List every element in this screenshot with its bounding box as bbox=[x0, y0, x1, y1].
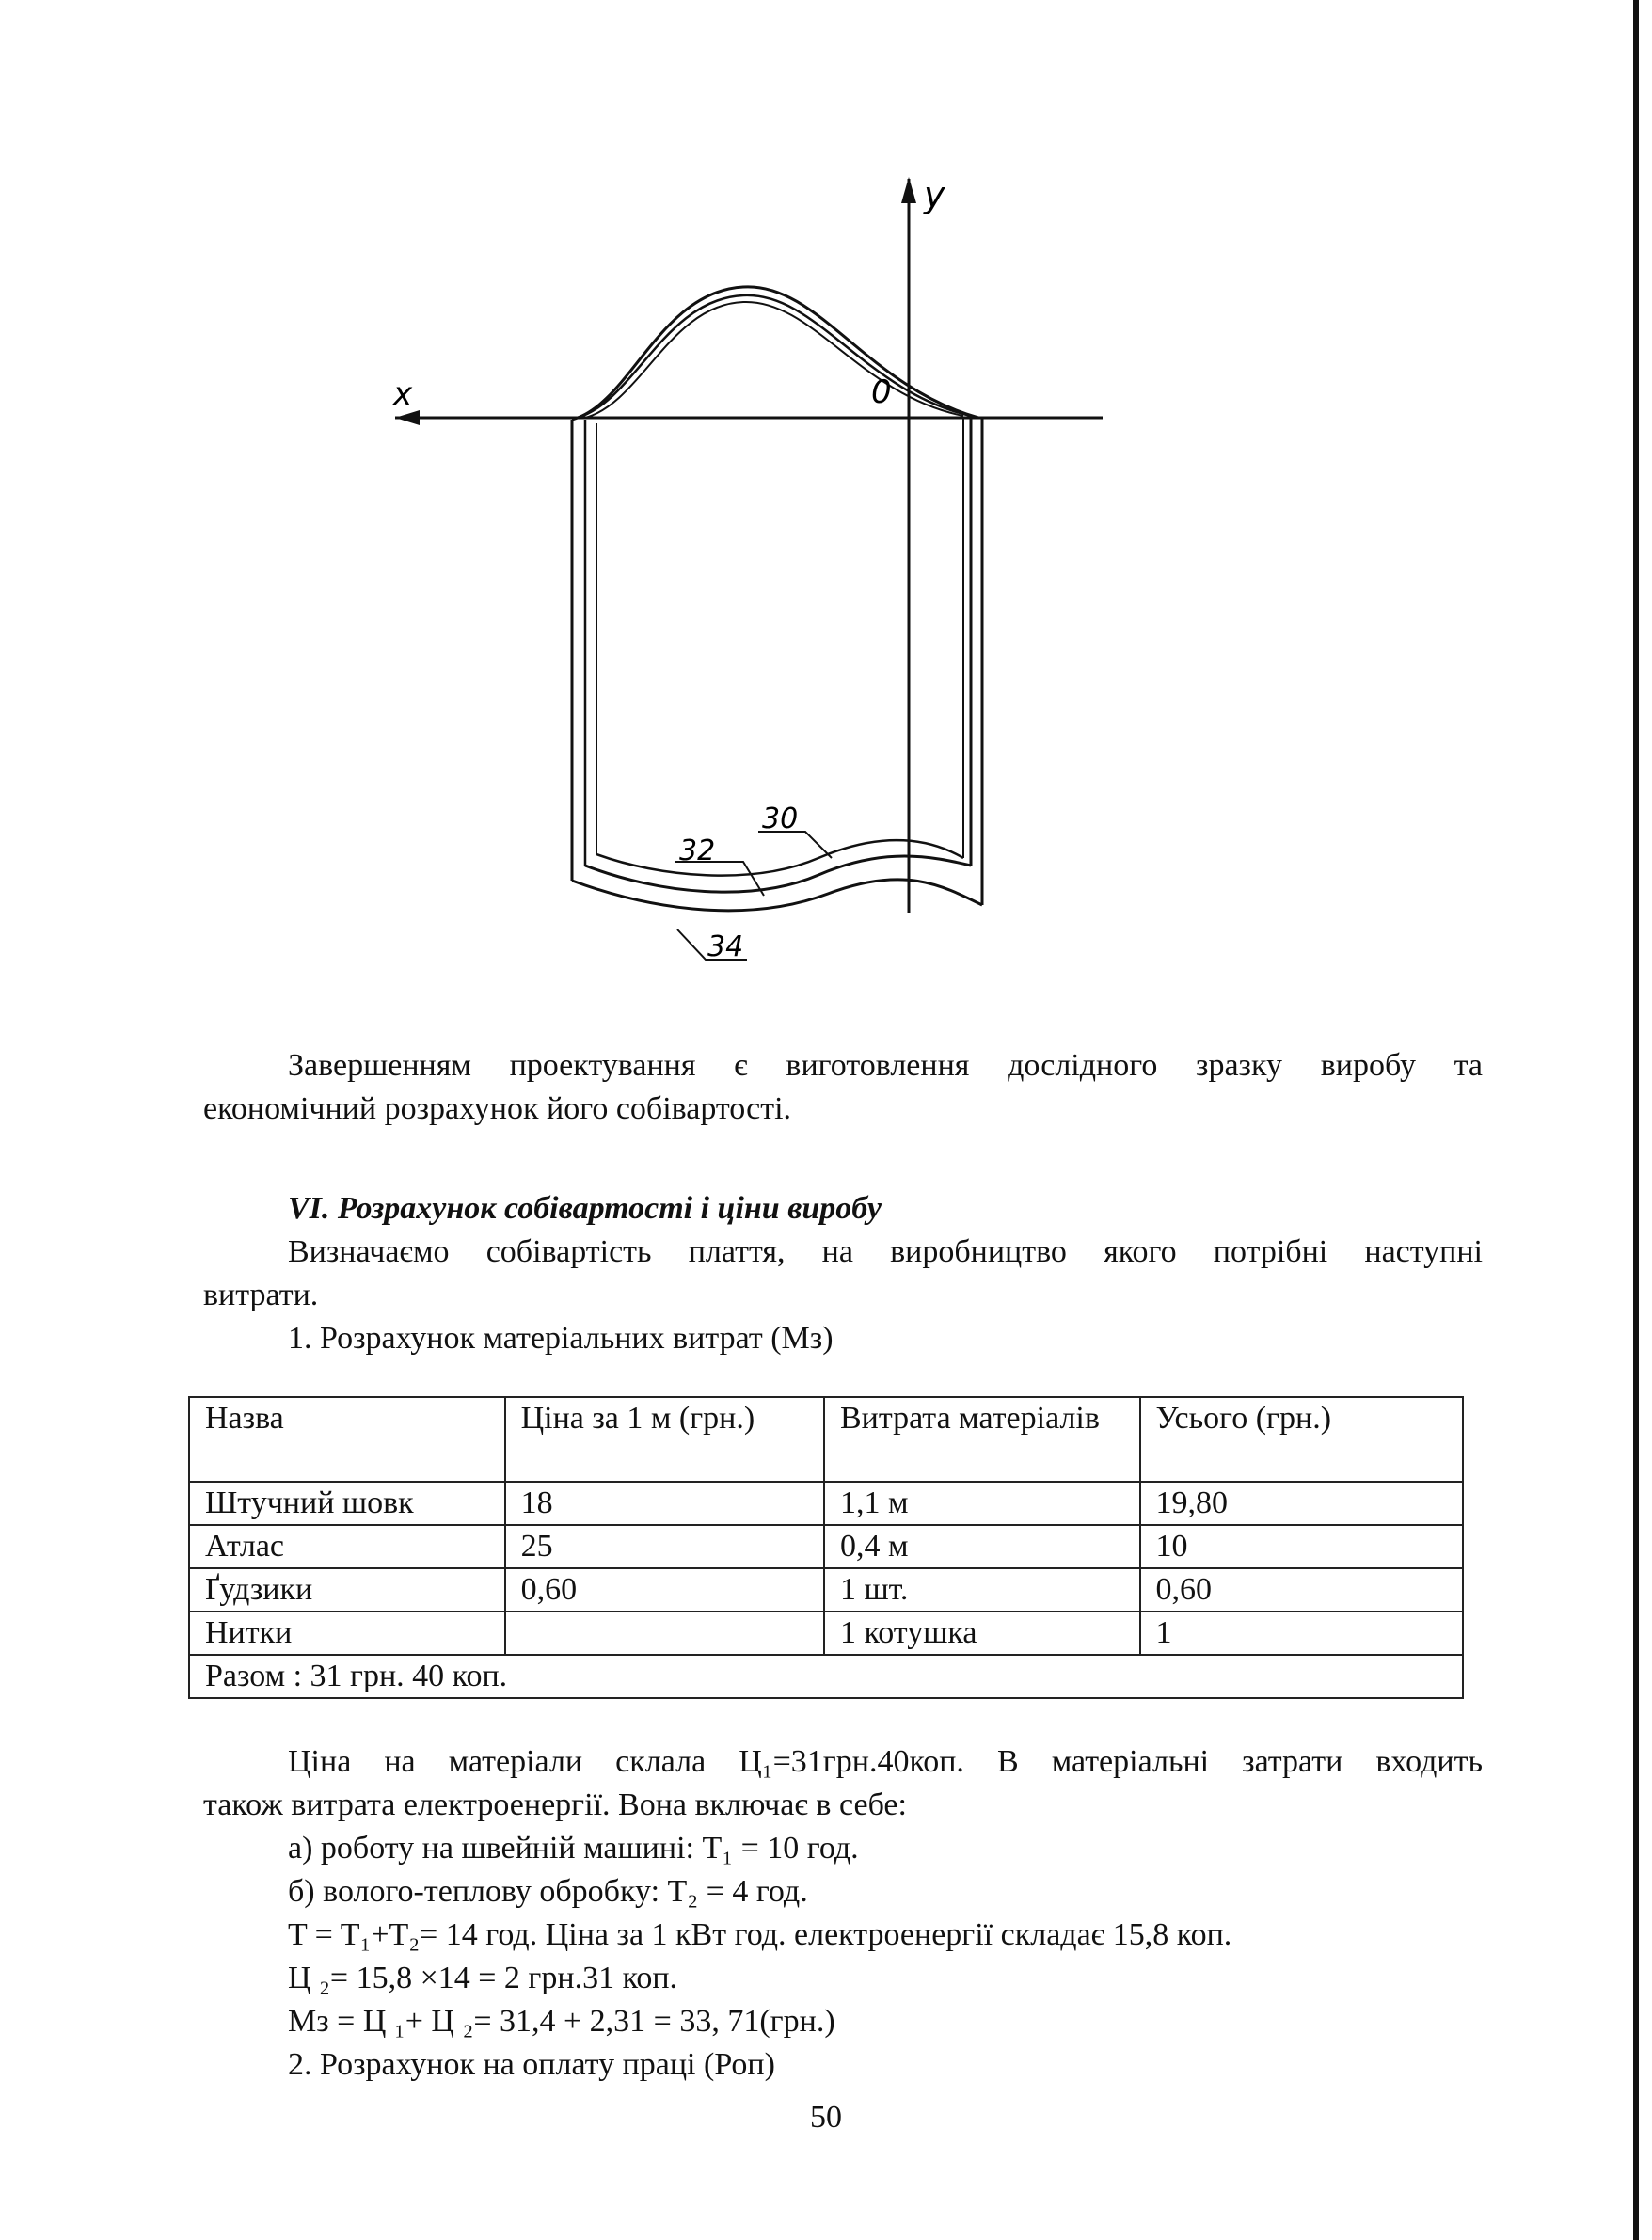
table-cell: Ґудзики bbox=[189, 1568, 505, 1612]
table-cell: 1 bbox=[1140, 1612, 1463, 1655]
origin-label: 0 bbox=[871, 373, 892, 411]
table-cell: 0,60 bbox=[1140, 1568, 1463, 1612]
page-number: 50 bbox=[810, 2100, 842, 2135]
table-cell: 10 bbox=[1140, 1525, 1463, 1568]
sleeve-cap-inner bbox=[585, 302, 963, 418]
total-time-formula: T = T₁+T₂= 14 год. Ціна за 1 кВт год. електроенергії складає 15,8 коп. bbox=[288, 1917, 1232, 1952]
page-edge-line bbox=[1633, 0, 1639, 2240]
table-cell bbox=[505, 1612, 824, 1655]
material-costs-heading: 1. Розрахунок матеріальних витрат (Мз) bbox=[288, 1321, 834, 1356]
sleeve-pattern-svg bbox=[376, 169, 1129, 997]
sleeve-pattern-drawing bbox=[376, 169, 1129, 997]
intro-paragraph-line-1: Завершенням проектування є виготовлення дослідного зразку виробу та bbox=[288, 1048, 1483, 1083]
materials-price-line-2: також витрата електроенергії. Вона включає в себе: bbox=[203, 1787, 907, 1822]
electricity-cost-formula: Ц ₂= 15,8 ×14 = 2 грн.31 коп. bbox=[288, 1961, 678, 1995]
hem-line-34 bbox=[572, 880, 982, 911]
cost-intro-line-1: Визначаємо собівартість плаття, на виробництво якого потрібні наступні bbox=[288, 1234, 1483, 1269]
intro-paragraph-line-2: економічний розрахунок його собівартості. bbox=[203, 1091, 792, 1126]
table-cell: 18 bbox=[505, 1482, 824, 1525]
table-cell: 0,60 bbox=[505, 1568, 824, 1612]
table-total-row bbox=[189, 1655, 1463, 1698]
x-axis-label: x bbox=[393, 375, 413, 413]
callout-34-label: 34 bbox=[707, 930, 744, 963]
table-cell: Атлас bbox=[189, 1525, 505, 1568]
table-cell: 1,1 м bbox=[824, 1482, 1140, 1525]
table-cell: 25 bbox=[505, 1525, 824, 1568]
sewing-machine-item: а) роботу на швейній машині: T₁ = 10 год. bbox=[288, 1831, 859, 1866]
materials-price-line-1: Ціна на матеріали склала Ц₁=31грн.40коп. В матеріальні затрати входить bbox=[288, 1744, 1483, 1779]
table-cell: Нитки bbox=[189, 1612, 505, 1655]
table-cell: 19,80 bbox=[1140, 1482, 1463, 1525]
table-total-cell: Разом : 31 грн. 40 коп. bbox=[189, 1655, 1463, 1698]
steam-treatment-item: б) волого-теплову обробку: T₂ = 4 год. bbox=[288, 1874, 808, 1909]
hem-line-32 bbox=[585, 856, 971, 892]
cost-intro-line-2: витрати. bbox=[203, 1278, 319, 1312]
header-total: Усього (грн.) bbox=[1140, 1397, 1463, 1482]
material-costs-table bbox=[188, 1396, 1464, 1699]
y-axis-label: y bbox=[924, 174, 945, 215]
callout-30-label: 30 bbox=[762, 802, 799, 835]
table-cell: 0,4 м bbox=[824, 1525, 1140, 1568]
table-cell: 1 котушка bbox=[824, 1612, 1140, 1655]
labor-costs-heading: 2. Розрахунок на оплату праці (Роп) bbox=[288, 2047, 775, 2082]
table-header-row bbox=[189, 1397, 1463, 1482]
sleeve-cap-middle bbox=[578, 295, 971, 418]
header-name: Назва bbox=[189, 1397, 505, 1482]
header-consumption: Витрата матеріалів bbox=[824, 1397, 1140, 1482]
callout-32-label: 32 bbox=[679, 834, 716, 867]
table-cell: 1 шт. bbox=[824, 1568, 1140, 1612]
table-row bbox=[189, 1482, 1463, 1525]
material-costs-formula: Мз = Ц ₁+ Ц ₂= 31,4 + 2,31 = 33, 71(грн.) bbox=[288, 2004, 835, 2039]
table-row bbox=[189, 1568, 1463, 1612]
section-heading: VI. Розрахунок собівартості і ціни виробу bbox=[288, 1191, 882, 1226]
y-axis-arrow bbox=[901, 177, 916, 203]
table-cell: Штучний шовк bbox=[189, 1482, 505, 1525]
table-row bbox=[189, 1612, 1463, 1655]
callout-30-leader bbox=[758, 832, 832, 858]
table-row bbox=[189, 1525, 1463, 1568]
header-price: Ціна за 1 м (грн.) bbox=[505, 1397, 824, 1482]
